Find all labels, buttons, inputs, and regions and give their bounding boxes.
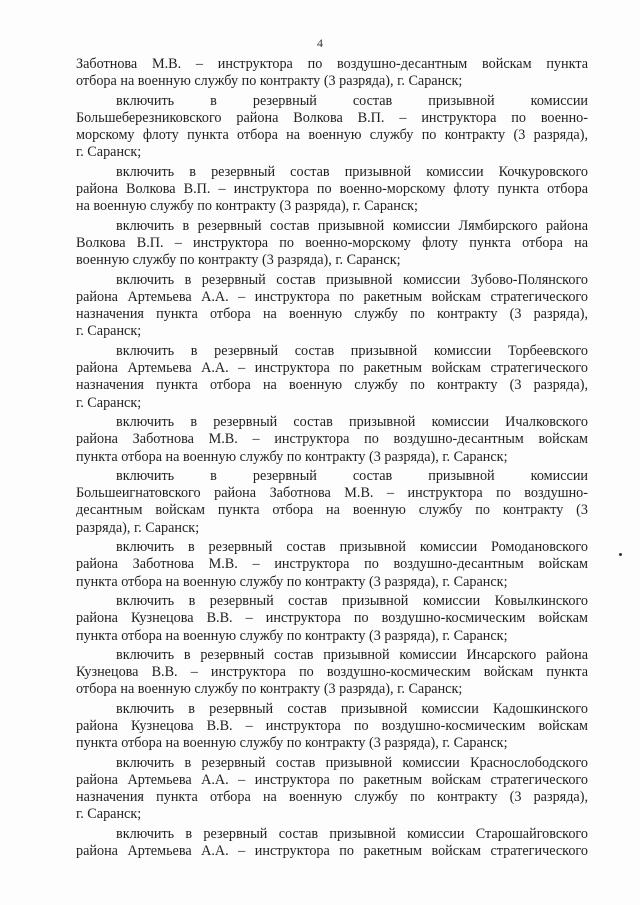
text-line: района Артемьева А.А. – инструктора по ракетным войскам стратегического bbox=[76, 771, 588, 788]
paragraph bbox=[76, 593, 588, 645]
text-line: назначения пункта отбора на военную службу по контракту (3 разряда), bbox=[76, 306, 588, 323]
text-line: Большеигнатовского района Заботнова М.В. – инструктора по воздушно- bbox=[76, 485, 588, 502]
text-line: включить в резервный состав призывной комиссии Старошайговского bbox=[116, 825, 588, 842]
text-line: г. Саранск; bbox=[76, 323, 142, 340]
text-line: Заботнова М.В. – инструктора по воздушно-десантным войскам пункта bbox=[76, 56, 588, 72]
paragraph bbox=[76, 56, 588, 91]
text-line: включить в резервный состав призывной комиссии Кочкуровского bbox=[116, 163, 588, 180]
text-line: включить в резервный состав призывной комиссии Ичалковского bbox=[116, 413, 588, 430]
text-line: г. Саранск; bbox=[76, 806, 142, 823]
document-body bbox=[76, 56, 588, 862]
paragraph bbox=[76, 343, 588, 412]
paragraph bbox=[76, 701, 588, 753]
text-line: разряда), г. Саранск; bbox=[76, 519, 200, 536]
paragraph bbox=[76, 414, 588, 466]
text-line: пункта отбора на военную службу по контракту (3 разряда), г. Саранск; bbox=[76, 735, 508, 752]
text-line: военную службу по контракту (3 разряда), г. Саранск; bbox=[76, 252, 401, 269]
text-line: включить в резервный состав призывной комиссии bbox=[116, 467, 588, 484]
text-line: Волкова В.П. – инструктора по военно-морскому флоту пункта отбора на bbox=[76, 234, 588, 251]
text-line: района Заботнова М.В. – инструктора по воздушно-десантным войскам bbox=[76, 431, 588, 448]
text-line: Кузнецова В.В. – инструктора по воздушно-космическим войскам пункта bbox=[76, 664, 588, 681]
paragraph bbox=[76, 826, 588, 861]
page-number: 4 bbox=[317, 36, 323, 50]
text-line: пункта отбора на военную службу по контракту (3 разряда), г. Саранск; bbox=[76, 627, 508, 644]
text-line: г. Саранск; bbox=[76, 144, 142, 161]
text-line: г. Саранск; bbox=[76, 394, 142, 411]
text-line: включить в резервный состав призывной комиссии Торбеевского bbox=[116, 342, 588, 359]
text-line: района Кузнецова В.В. – инструктора по воздушно-космическим войскам bbox=[76, 717, 588, 734]
paragraph bbox=[76, 539, 588, 591]
text-line: района Артемьева А.А. – инструктора по ракетным войскам стратегического bbox=[76, 360, 588, 377]
text-line: района Волкова В.П. – инструктора по военно-морскому флоту пункта отбора bbox=[76, 181, 588, 198]
text-line: включить в резервный состав призывной комиссии Лямбирского района bbox=[116, 217, 588, 234]
text-line: включить в резервный состав призывной комиссии Ковылкинского bbox=[116, 592, 588, 609]
paragraph bbox=[76, 218, 588, 270]
text-line: района Кузнецова В.В. – инструктора по воздушно-космическим войскам bbox=[76, 610, 588, 627]
text-line: назначения пункта отбора на военную службу по контракту (3 разряда), bbox=[76, 789, 588, 806]
paragraph bbox=[76, 647, 588, 699]
text-line: отбора на военную службу по контракту (3 разряда), г. Саранск; bbox=[76, 681, 463, 698]
text-line: пункта отбора на военную службу по контракту (3 разряда), г. Саранск; bbox=[76, 573, 508, 590]
text-line: на военную службу по контракту (3 разряда), г. Саранск; bbox=[76, 198, 418, 215]
text-line: пункта отбора на военную службу по контракту (3 разряда), г. Саранск; bbox=[76, 448, 508, 465]
text-line: Большеберезниковского района Волкова В.П. – инструктора по военно- bbox=[76, 109, 588, 126]
text-line: отбора на военную службу по контракту (3 разряда), г. Саранск; bbox=[76, 73, 463, 90]
paragraph bbox=[76, 93, 588, 162]
paragraph bbox=[76, 755, 588, 824]
text-line: района Заботнова М.В. – инструктора по воздушно-десантным войскам bbox=[76, 556, 588, 573]
paragraph bbox=[76, 164, 588, 216]
paragraph bbox=[76, 468, 588, 537]
text-line: района Артемьева А.А. – инструктора по ракетным войскам стратегического bbox=[76, 843, 588, 860]
text-line: включить в резервный состав призывной комиссии Инсарского района bbox=[116, 646, 588, 663]
text-line: включить в резервный состав призывной комиссии bbox=[116, 92, 588, 109]
text-line: включить в резервный состав призывной комиссии Зубово-Полянского bbox=[116, 271, 588, 288]
paragraph bbox=[76, 272, 588, 341]
text-line: включить в резервный состав призывной комиссии Ромодановского bbox=[116, 539, 588, 556]
scan-speck bbox=[619, 553, 622, 556]
text-line: включить в резервный состав призывной комиссии Краснослободского bbox=[116, 754, 588, 771]
text-line: десантным войскам пункта отбора на военную службу по контракту (3 bbox=[76, 502, 588, 519]
text-line: назначения пункта отбора на военную службу по контракту (3 разряда), bbox=[76, 377, 588, 394]
text-line: морскому флоту пункта отбора на военную службу по контракту (3 разряда), bbox=[76, 127, 588, 144]
text-line: включить в резервный состав призывной комиссии Кадошкинского bbox=[116, 700, 588, 717]
text-line: района Артемьева А.А. – инструктора по ракетным войскам стратегического bbox=[76, 288, 588, 305]
